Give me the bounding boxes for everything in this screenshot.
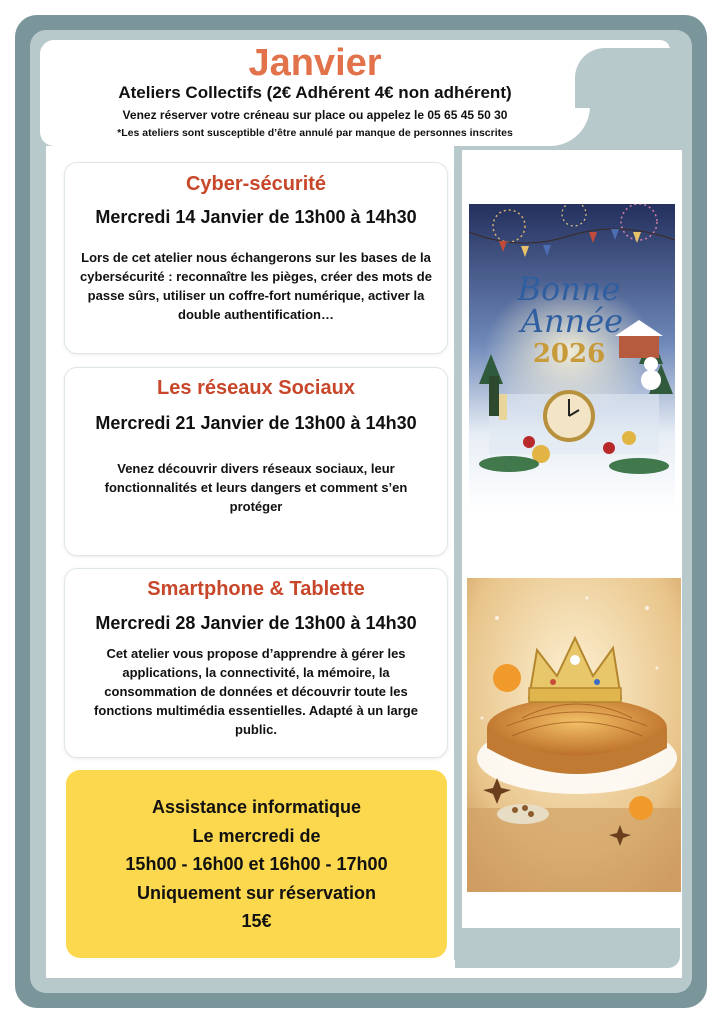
new-year-illustration [469, 204, 675, 512]
cancellation-note: *Les ateliers sont susceptible d’être annulé par manque de personnes inscrites [117, 127, 513, 139]
page-subtitle: Ateliers Collectifs (2€ Adhérent 4€ non adhérent) [118, 83, 512, 102]
workshop-card-cyber-security [65, 163, 447, 353]
galette-des-rois-illustration [467, 578, 681, 892]
workshop-card-smartphone-tablet [65, 569, 447, 757]
assistance-title: Assistance informatique [151, 797, 362, 817]
reservation-info: Venez réserver votre créneau sur place ou appelez le 05 65 45 50 30 [122, 108, 508, 122]
page-title: Janvier [248, 42, 382, 84]
new-year-text-line1: Bonne [517, 270, 621, 308]
workshop-date: Mercredi 14 Janvier de 13h00 à 14h30 [95, 207, 417, 227]
new-year-text-line2: Année [520, 302, 624, 340]
workshop-description: Venez découvrir divers réseaux sociaux, leur fonctionnalités et leurs dangers et comment s’en protéger [104, 461, 408, 514]
workshop-card-social-networks [65, 368, 447, 555]
right-bottom-cutout [455, 928, 680, 968]
assistance-day: Le mercredi de [192, 825, 321, 846]
new-year-year: 2026 [532, 339, 606, 369]
workshop-description: Cet atelier vous propose d’apprendre à gérer les applications, la connectivité, la mémoire, la consommation de données et découvrir toute les fonctions multimédia essentielles. Adapté à un large public. [94, 646, 418, 737]
workshop-title: Cyber-sécurité [185, 173, 327, 195]
header-corner-cutout [575, 48, 675, 108]
workshop-date: Mercredi 21 Janvier de 13h00 à 14h30 [95, 413, 417, 433]
workshop-date: Mercredi 28 Janvier de 13h00 à 14h30 [95, 613, 417, 633]
assistance-price: 15€ [241, 911, 272, 931]
workshop-description: Lors de cet atelier nous échangerons sur les bases de la cybersécurité : reconnaître les pièges, créer des mots de passe sûrs, utiliser un coffre-fort numérique, activer la double authentification… [80, 250, 432, 322]
workshop-title: Les réseaux Sociaux [157, 377, 355, 399]
assistance-booking: Uniquement sur réservation [136, 882, 377, 903]
workshop-title: Smartphone & Tablette [147, 578, 365, 600]
assistance-hours: 15h00 - 16h00 et 16h00 - 17h00 [125, 854, 388, 874]
assistance-box [66, 770, 447, 958]
